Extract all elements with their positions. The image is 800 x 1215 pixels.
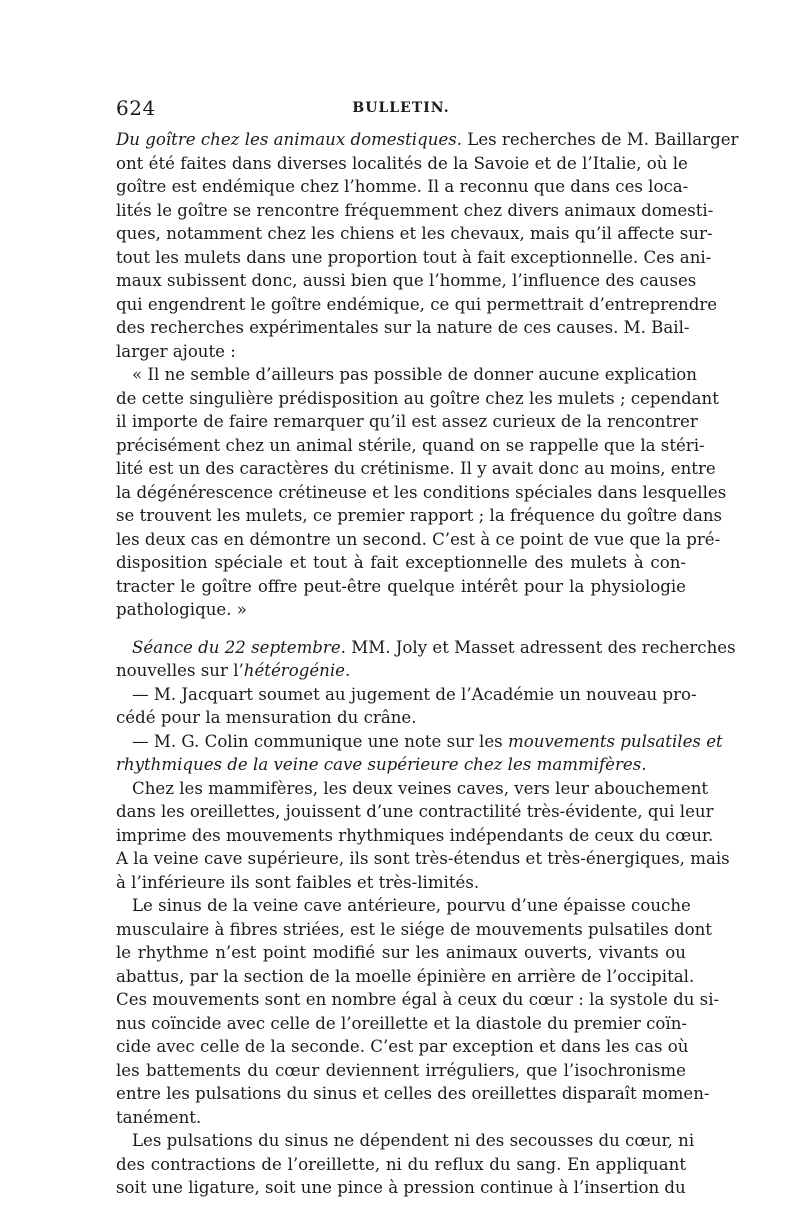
text-run: dans les oreillettes, jouissent d’une contractilité très-évidente, qui leur [116,802,714,821]
text-run: soit une ligature, soit une pince à pression continue à l’insertion du [116,1178,686,1197]
text-run: Le sinus de la veine cave antérieure, pourvu d’une épaisse couche [132,896,691,915]
text-line [116,269,697,293]
text-line [116,551,686,575]
text-line [116,481,727,505]
text-line [116,871,686,895]
text-line [116,1012,686,1036]
text-line [116,894,691,918]
italic-text: mouvements pulsatiles et [507,731,723,751]
text-run: des contractions de l’oreillette, ni du reflux du sang. En appliquant [116,1154,686,1174]
text-run: musculaire à fibres striées, est le siége de mouvements pulsatiles dont [116,919,712,939]
text-line [116,730,723,754]
paragraph [116,363,727,622]
text-line [116,824,714,848]
text-line [116,222,713,246]
text-run: abattus, par la section de la moelle épinière en arrière de l’occipital. [116,966,695,986]
text-line [116,528,721,552]
text-line [116,1035,689,1059]
text-run: larger ajoute : [116,341,236,361]
text-run: il importe de faire remarquer qu’il est assez curieux de la rencontrer [116,412,698,431]
text-line [116,1082,710,1106]
text-run: les battements du cœur deviennent irréguliers, que l’isochronisme [116,1060,686,1080]
italic-text: Séance du 22 septembre. [132,637,346,657]
text-run: tanément. [116,1107,202,1127]
paragraph [116,683,697,730]
text-run: ques, notamment chez les chiens et les chevaux, mais qu’il affecte sur- [116,224,713,243]
text-line [116,504,723,528]
text-run: disposition spéciale et tout à fait exceptionnelle des mulets à con- [116,553,686,572]
text-line [116,1129,695,1153]
text-run: — M. Jacquart soumet au jugement de l’Académie un nouveau pro- [132,684,697,704]
italic-text: Du goître chez les animaux domestiques. [116,130,463,149]
text-run: entre les pulsations du sinus et celles des oreillettes disparaît momen- [116,1084,710,1103]
text-run: lités le goître se rencontre fréquemment chez divers animaux domesti- [116,200,714,220]
text-line [116,199,714,223]
text-line [116,1176,686,1200]
text-run: tout les mulets dans une proportion tout à fait exceptionnelle. Ces ani- [116,247,712,267]
text-line [116,753,686,777]
text-run: A la veine cave supérieure, ils sont très-étendus et très-énergiques, mais [116,849,730,868]
text-line [116,363,697,387]
text-run: des recherches expérimentales sur la nature de ces causes. M. Bail- [116,318,690,337]
text-run: la dégénérescence crétineuse et les conditions spéciales dans lesquelles [116,482,727,502]
text-line [116,800,714,824]
text-run: cédé pour la mensuration du crâne. [116,708,417,727]
text-line [116,575,686,599]
text-run: — M. G. Colin communique une note sur les [132,731,508,751]
text-line [116,128,739,152]
paragraph [116,894,720,1129]
text-line [116,246,712,270]
text-line [116,598,686,622]
text-run: goître est endémique chez l’homme. Il a reconnu que dans ces loca- [116,177,689,196]
text-line [116,152,686,176]
text-line [116,965,695,989]
text-line [116,683,697,707]
paragraph [116,1129,695,1200]
text-line [116,659,686,683]
text-run: nouvelles sur l’ [116,661,244,680]
text-line [116,387,719,411]
paragraph [116,128,739,363]
text-line [116,941,686,965]
text-line [116,988,720,1012]
text-line [116,457,716,481]
text-line [116,777,709,801]
text-line [116,175,689,199]
text-run: qui engendrent le goître endémique, ce qui permettrait d’entreprendre [116,294,718,314]
body-text [116,128,739,1200]
running-title: BULLETIN. [352,100,450,116]
text-run: de cette singulière prédisposition au goître chez les mulets ; cependant [116,388,719,408]
text-run: Les recherches de M. Baillarger [462,130,739,149]
text-line [116,1106,686,1130]
text-line [116,1153,686,1177]
text-run: lité est un des caractères du crétinisme. Il y avait donc au moins, entre [116,459,716,478]
text-run: cide avec celle de la seconde. C’est par exception et dans les cas où [116,1037,689,1056]
text-line [116,434,705,458]
text-run: les deux cas en démontre un second. C’est à ce point de vue que la pré- [116,529,721,549]
text-line [116,706,686,730]
text-run: ont été faites dans diverses localités de la Savoie et de l’Italie, où le [116,153,688,173]
italic-text: hétérogénie. [243,661,351,680]
page-header [116,96,686,122]
paragraph [116,730,723,777]
text-run: « Il ne semble d’ailleurs pas possible de donner aucune explication [132,365,697,384]
text-run: maux subissent donc, aussi bien que l’homme, l’influence des causes [116,271,697,290]
text-run: le rhythme n’est point modifié sur les animaux ouverts, vivants ou [116,943,686,962]
text-run: précisément chez un animal stérile, quand on se rappelle que la stéri- [116,435,705,455]
text-run: MM. Joly et Masset adressent des recherches [345,637,736,657]
text-run: nus coïncide avec celle de l’oreillette et la diastole du premier coïn- [116,1013,688,1033]
page-number: 624 [116,96,156,120]
text-line [116,847,730,871]
text-run: se trouvent les mulets, ce premier rapport ; la fréquence du goître dans [116,506,723,525]
text-run: Chez les mammifères, les deux veines caves, vers leur abouchement [132,778,709,798]
text-line [116,1059,686,1083]
text-line [116,636,736,660]
text-run: Les pulsations du sinus ne dépendent ni des secousses du cœur, ni [132,1131,695,1150]
text-run: pathologique. » [116,600,247,619]
text-line [116,410,698,434]
text-line [116,316,690,340]
text-line [116,293,718,317]
italic-text: rhythmiques de la veine cave supérieure chez les mammifères. [116,755,647,774]
paragraph [116,777,730,895]
paragraph-gap [116,622,686,636]
text-line [116,918,712,942]
text-line [116,340,686,364]
text-run: imprime des mouvements rhythmiques indépendants de ceux du cœur. [116,825,714,845]
text-run: tracter le goître offre peut-être quelque intérêt pour la physiologie [116,576,686,596]
text-run: Ces mouvements sont en nombre égal à ceux du cœur : la systole du si- [116,990,720,1009]
paragraph [116,636,736,683]
text-run: à l’inférieure ils sont faibles et très-limités. [116,872,480,892]
